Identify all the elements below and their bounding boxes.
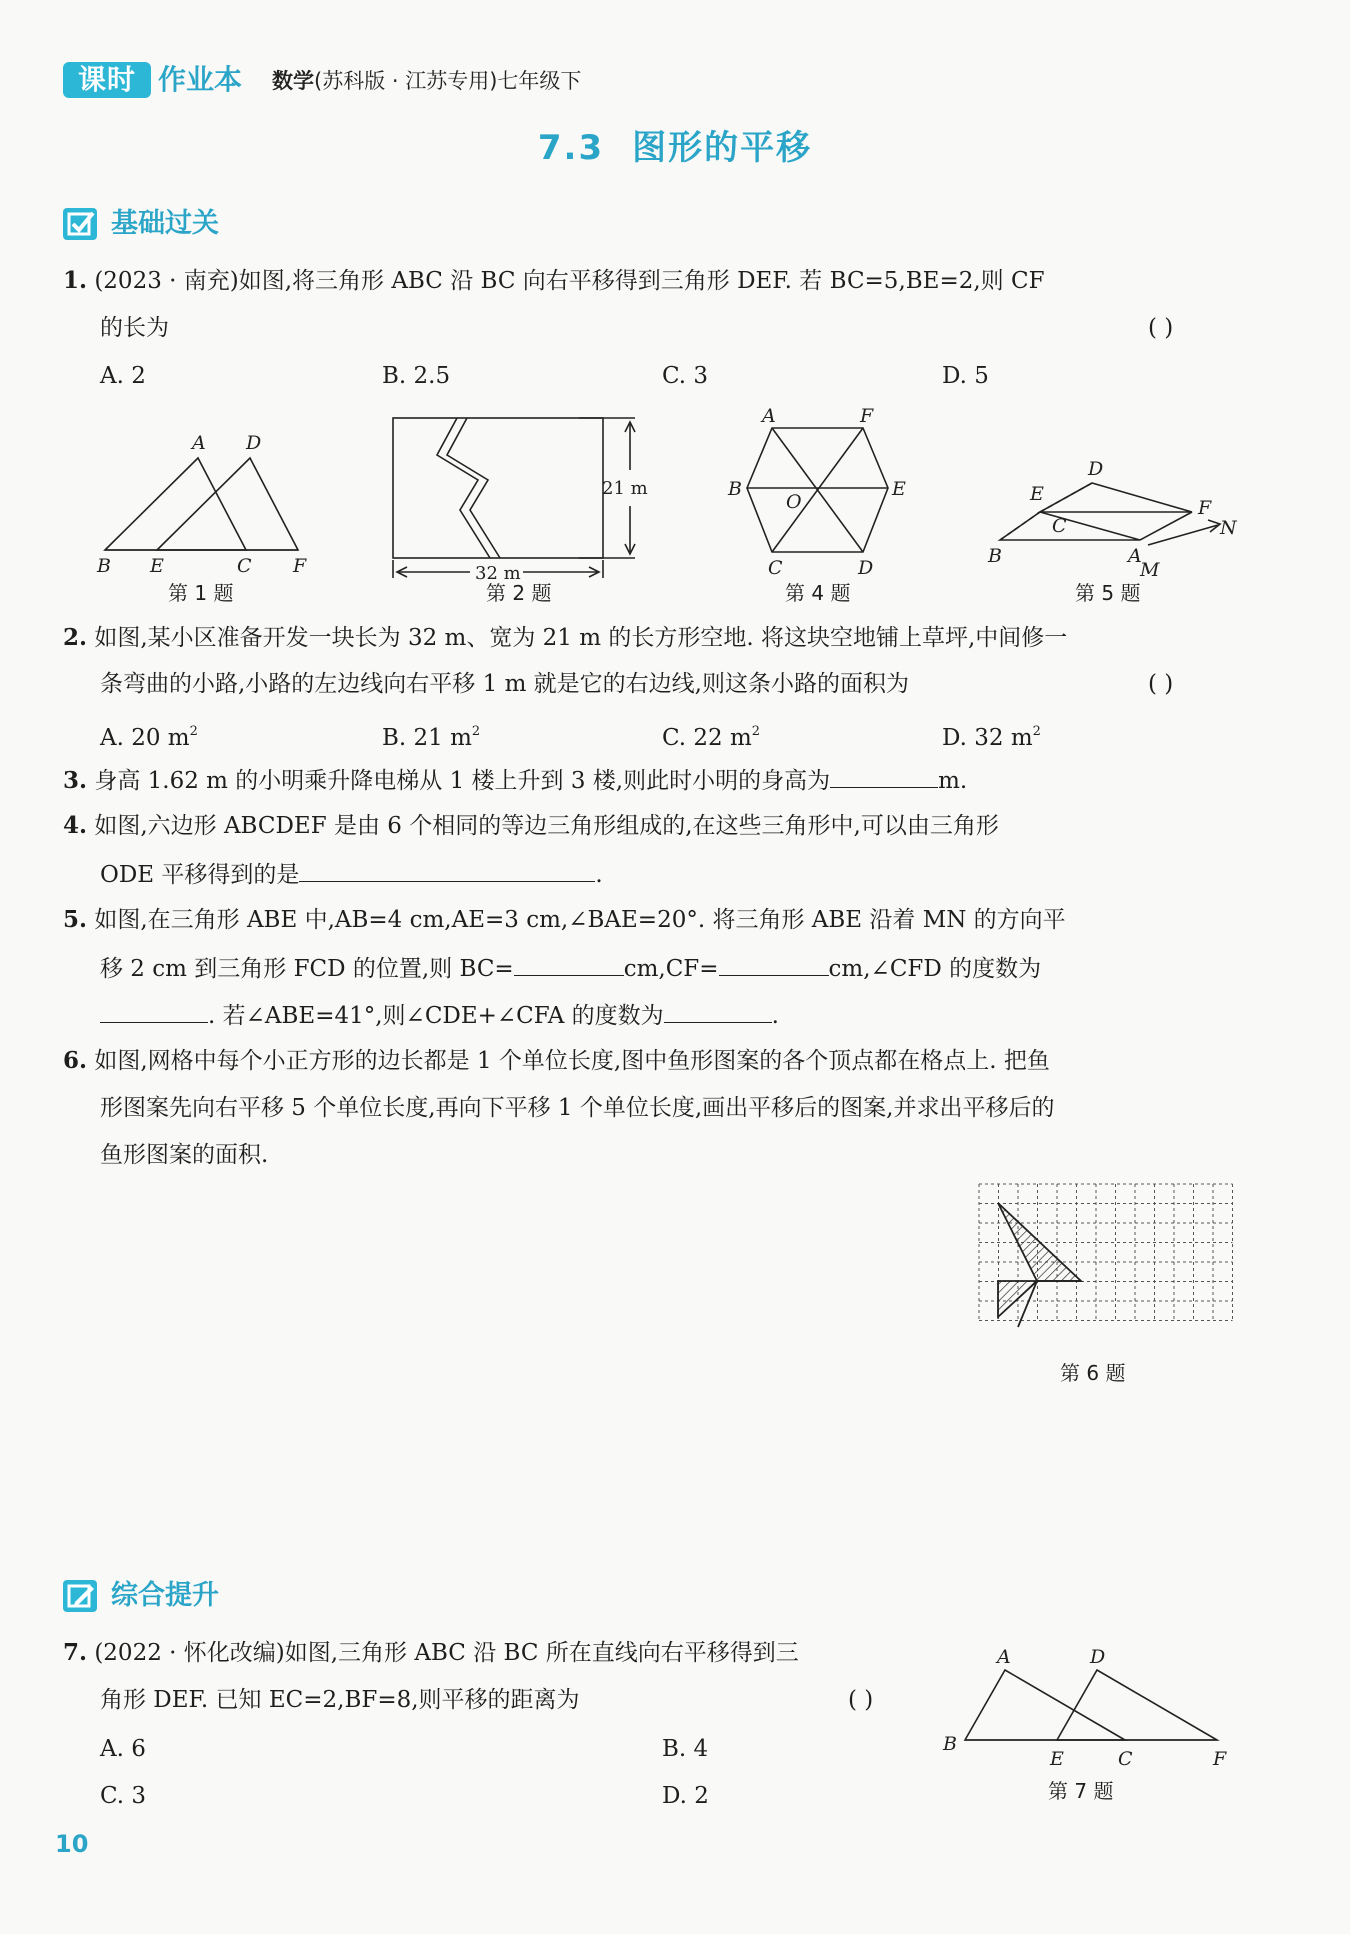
fig2-width-label: 32 m (475, 563, 521, 584)
question-6-line-2: 形图案先向右平移 5 个单位长度,再向下平移 1 个单位长度,画出平移后的图案,并求出平移后的 (100, 1095, 1055, 1121)
q1-option-b: B. 2.5 (382, 363, 451, 389)
fig4-label-e: E (892, 478, 906, 500)
answer-blank[interactable] (830, 763, 938, 788)
fig7-label-c: C (1118, 1748, 1133, 1770)
question-6-line-3: 鱼形图案的面积. (100, 1142, 269, 1168)
q2-option-b: B. 21 $m^2$ (382, 724, 481, 751)
figure-6-grid (975, 1180, 1235, 1360)
fig2-height-label: 21 m (602, 478, 648, 499)
question-5-line-1: 5. 如图,在三角形 ABE 中,AB=4 cm,AE=3 cm,∠BAE=20°. 将三角形 ABE 沿着 MN 的方向平 (63, 906, 1066, 933)
brand-logo: 课时 (63, 62, 151, 98)
section-name: 图形的平移 (632, 128, 813, 168)
question-6-line-1: 6. 如图,网格中每个小正方形的边长都是 1 个单位长度,图中鱼形图案的各个顶点都在格点上. 把鱼 (63, 1047, 1050, 1074)
question-1-line-2: 的长为 (100, 315, 169, 341)
q2-option-a: A. 20 $m^2$ (100, 724, 198, 751)
question-1-line-1: 1. (2023 · 南充)如图,将三角形 ABC 沿 BC 向右平移得到三角形 DEF. 若 BC=5,BE=2,则 CF (63, 267, 1045, 294)
part-label: 基础过关 (111, 208, 219, 239)
figure-2-caption: 第 2 题 (486, 581, 552, 605)
figure-1-caption: 第 1 题 (168, 581, 234, 605)
fig5-label-c: C (1052, 515, 1067, 537)
answer-blank[interactable] (514, 951, 624, 976)
fig5-label-n: N (1220, 517, 1237, 539)
fig5-label-e: E (1030, 483, 1044, 505)
figure-7 (935, 1645, 1235, 1775)
fig5-label-a: A (1128, 545, 1142, 567)
q7-option-a: A. 6 (100, 1736, 146, 1762)
figure-7-caption: 第 7 题 (1048, 1779, 1114, 1803)
answer-bracket: ( ) (1148, 671, 1174, 697)
part-label: 综合提升 (111, 1580, 219, 1611)
fig1-label-c: C (237, 555, 252, 577)
fig5-label-f: F (1198, 497, 1212, 519)
figure-5 (980, 450, 1240, 585)
question-2-line-2: 条弯曲的小路,小路的左边线向右平移 1 m 就是它的右边线,则这条小路的面积为 (100, 671, 909, 697)
fig7-label-e: E (1050, 1748, 1064, 1770)
fig4-label-b: B (728, 478, 742, 500)
fig5-label-b: B (988, 545, 1002, 567)
answer-blank[interactable] (664, 998, 772, 1023)
q1-option-a: A. 2 (100, 363, 146, 389)
page-number: 10 (55, 1830, 89, 1858)
figure-6-caption: 第 6 题 (1060, 1361, 1126, 1385)
fig4-label-o: O (786, 491, 802, 513)
question-5-line-3: . 若∠ABE=41°,则∠CDE+∠CFA 的度数为 . (100, 998, 779, 1032)
edition: (苏科版 · 江苏专用)七年级下 (314, 69, 582, 93)
fig5-label-m: M (1140, 559, 1160, 581)
question-4-line-2: ODE 平移得到的是 . (100, 857, 603, 891)
fig4-label-a: A (762, 405, 776, 427)
question-7-line-1: 7. (2022 · 怀化改编)如图,三角形 ABC 沿 BC 所在直线向右平移得到三 (63, 1639, 799, 1666)
fig1-label-a: A (192, 432, 206, 454)
fig7-label-d: D (1090, 1646, 1106, 1668)
subject: 数学 (272, 69, 314, 93)
figure-2 (385, 410, 655, 585)
question-3: 3. 身高 1.62 m 的小明乘升降电梯从 1 楼上升到 3 楼,则此时小明的身高为 m. (63, 763, 967, 797)
q1-option-d: D. 5 (942, 363, 989, 389)
book-title (272, 66, 581, 96)
section-number: 7.3 (537, 128, 605, 168)
section-title (0, 120, 1350, 169)
figure-4-caption: 第 4 题 (785, 581, 851, 605)
answer-bracket: ( ) (1148, 315, 1174, 341)
answer-blank[interactable] (299, 857, 595, 882)
brand-name: 作业本 (158, 63, 243, 96)
answer-blank[interactable] (100, 998, 208, 1023)
q1-option-c: C. 3 (662, 363, 709, 389)
question-5-line-2: 移 2 cm 到三角形 FCD 的位置,则 BC= cm,CF= cm,∠CFD 的度数为 (100, 951, 1041, 985)
q7-option-c: C. 3 (100, 1783, 147, 1809)
checkmark-icon (63, 208, 97, 240)
question-4-line-1: 4. 如图,六边形 ABCDEF 是由 6 个相同的等边三角形组成的,在这些三角形中,可以由三角形 (63, 812, 999, 839)
fig7-label-b: B (943, 1733, 957, 1755)
pencil-icon (63, 1580, 97, 1612)
fig7-label-f: F (1213, 1748, 1227, 1770)
answer-bracket: ( ) (848, 1687, 874, 1713)
fig1-label-d: D (246, 432, 262, 454)
figure-4 (720, 400, 920, 585)
fig1-label-b: B (97, 555, 111, 577)
figure-1 (90, 425, 320, 585)
q2-option-d: D. 32 $m^2$ (942, 724, 1041, 751)
question-2-line-1: 2. 如图,某小区准备开发一块长为 32 m、宽为 21 m 的长方形空地. 将这块空地铺上草坪,中间修一 (63, 624, 1068, 651)
fig1-label-f: F (293, 555, 307, 577)
q7-option-b: B. 4 (662, 1736, 709, 1762)
answer-blank[interactable] (719, 951, 829, 976)
fig4-label-f: F (860, 405, 874, 427)
fig1-label-e: E (150, 555, 164, 577)
fig7-label-a: A (997, 1646, 1011, 1668)
figure-5-caption: 第 5 题 (1075, 581, 1141, 605)
fig5-label-d: D (1088, 458, 1104, 480)
q2-option-c: C. 22 $m^2$ (662, 724, 761, 751)
fig4-label-d: D (858, 557, 874, 579)
fig4-label-c: C (768, 557, 783, 579)
q7-option-d: D. 2 (662, 1783, 709, 1809)
question-7-line-2: 角形 DEF. 已知 EC=2,BF=8,则平移的距离为 (100, 1687, 580, 1713)
